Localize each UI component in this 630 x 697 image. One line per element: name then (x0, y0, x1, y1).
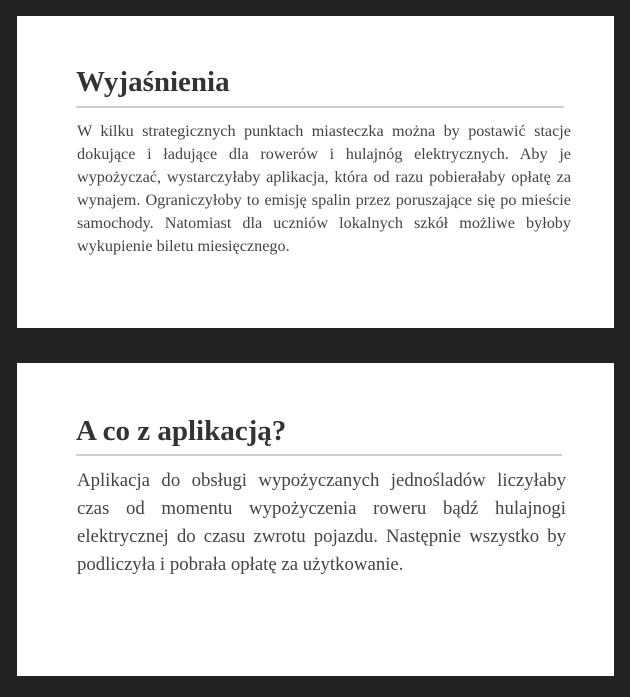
section-heading: Wyjaśnienia (76, 66, 230, 98)
heading-divider (76, 454, 562, 456)
section-heading: A co z aplikacją? (76, 415, 287, 447)
heading-divider (76, 106, 564, 108)
slide-card-app (17, 363, 614, 676)
slide-card-explanations (17, 16, 614, 328)
section-paragraph: Aplikacja do obsługi wypożyczanych jednośladów liczyłaby czas od momentu wypożyczenia roweru bądź hulajnogi elektrycznej do czasu zwrotu pojazdu. Następnie wszystko by podliczyła i pobrała opłatę za użytkowanie. (77, 470, 566, 575)
section-paragraph: W kilku strategicznych punktach miasteczka można by postawić stacje dokujące i ładujące dla rowerów i hulajnóg elektrycznych. Aby je wypożyczać, wystarczyłaby aplikacja, która od razu pobierałaby opłatę za wynajem. Ograniczyłoby to emisję spalin przez poruszające się po mieście samochody. Natomiast dla uczniów lokalnych szkół możliwe byłoby wykupienie biletu miesięcznego. (77, 122, 571, 255)
